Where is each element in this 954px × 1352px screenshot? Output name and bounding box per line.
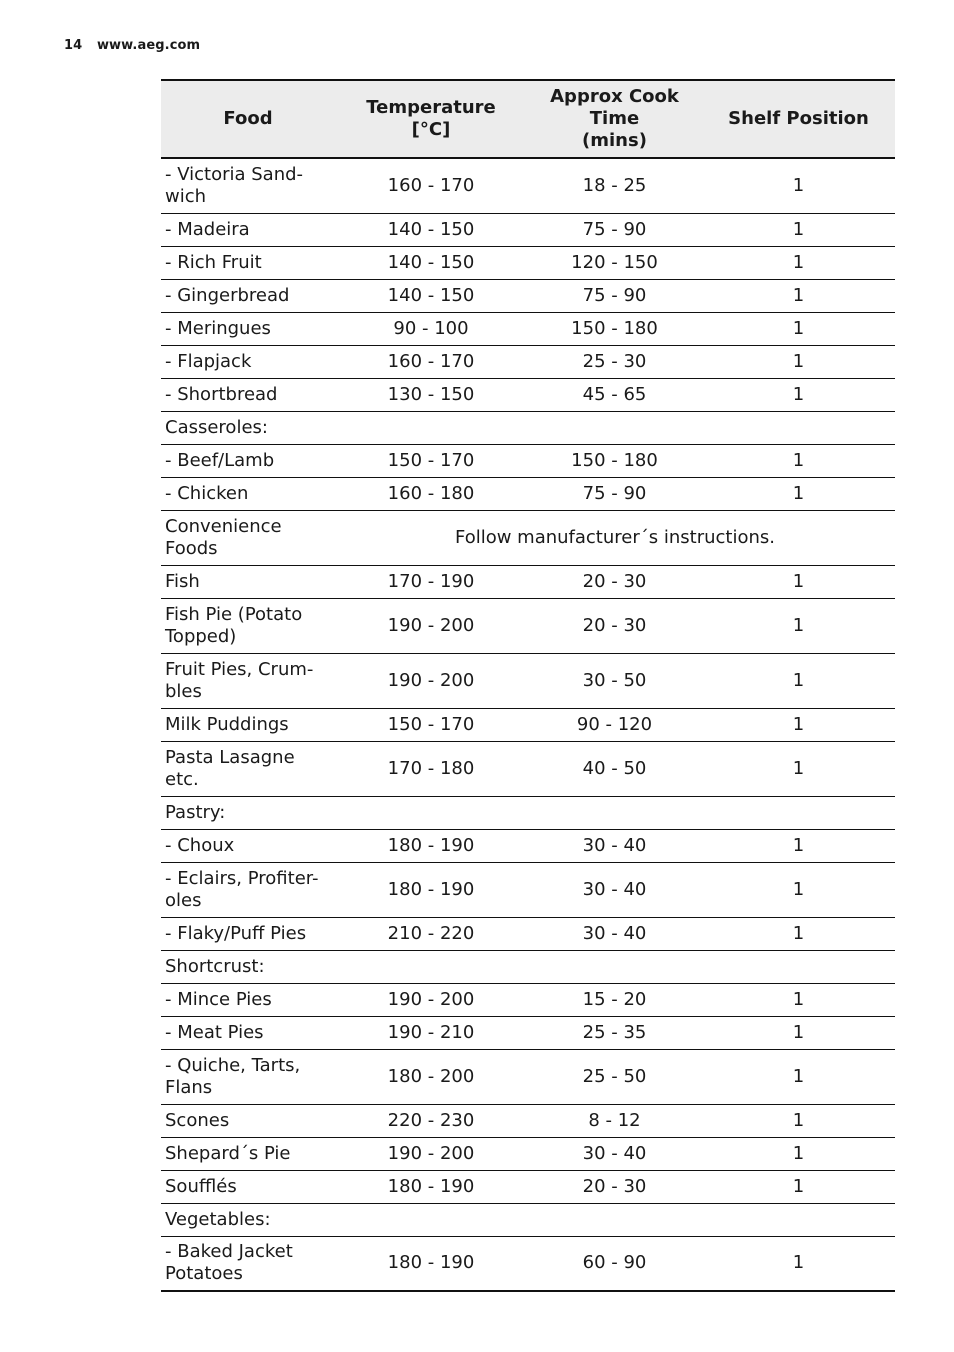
temperature-cell: 170 - 180 xyxy=(335,741,527,796)
temperature-cell: 220 - 230 xyxy=(335,1104,527,1137)
cook-time-cell: 120 - 150 xyxy=(527,246,702,279)
temperature-cell: 170 - 190 xyxy=(335,565,527,598)
temperature-cell: 180 - 190 xyxy=(335,862,527,917)
food-cell: - Beef/Lamb xyxy=(161,444,335,477)
shelf-position-cell: 1 xyxy=(702,741,895,796)
table-row xyxy=(161,653,895,708)
cook-time-cell: 30 - 50 xyxy=(527,653,702,708)
section-row xyxy=(161,796,895,829)
cook-time-cell: 20 - 30 xyxy=(527,598,702,653)
food-cell: Fish Pie (Potato Topped) xyxy=(161,598,335,653)
cook-time-cell: 15 - 20 xyxy=(527,983,702,1016)
temperature-cell: 190 - 200 xyxy=(335,598,527,653)
table-header xyxy=(161,80,895,158)
cook-time-cell: 30 - 40 xyxy=(527,829,702,862)
table-row xyxy=(161,510,895,565)
cook-time-cell: 75 - 90 xyxy=(527,477,702,510)
site-url: www.aeg.com xyxy=(96,38,201,53)
section-spacer xyxy=(335,796,895,829)
cook-time-cell: 25 - 35 xyxy=(527,1016,702,1049)
shelf-position-cell: 1 xyxy=(702,708,895,741)
temperature-cell: 130 - 150 xyxy=(335,378,527,411)
table-row xyxy=(161,565,895,598)
food-cell: - Mince Pies xyxy=(161,983,335,1016)
food-cell: - Meringues xyxy=(161,312,335,345)
table-row xyxy=(161,1104,895,1137)
table-row xyxy=(161,158,895,213)
section-label: Casseroles: xyxy=(161,411,335,444)
table-body xyxy=(161,158,895,1291)
shelf-position-cell: 1 xyxy=(702,983,895,1016)
section-spacer xyxy=(335,1203,895,1236)
section-spacer xyxy=(335,950,895,983)
temperature-cell: 90 - 100 xyxy=(335,312,527,345)
cook-time-cell: 8 - 12 xyxy=(527,1104,702,1137)
cook-time-cell: 90 - 120 xyxy=(527,708,702,741)
cook-time-cell: 60 - 90 xyxy=(527,1236,702,1291)
shelf-position-cell: 1 xyxy=(702,1137,895,1170)
temperature-cell: 160 - 170 xyxy=(335,345,527,378)
food-cell: Pasta Lasagne etc. xyxy=(161,741,335,796)
shelf-position-cell: 1 xyxy=(702,653,895,708)
food-cell: - Eclairs, Profiter- oles xyxy=(161,862,335,917)
temperature-cell: 210 - 220 xyxy=(335,917,527,950)
column-header-food: Food xyxy=(161,80,335,158)
temperature-cell: 160 - 180 xyxy=(335,477,527,510)
temperature-cell: 190 - 200 xyxy=(335,653,527,708)
shelf-position-cell: 1 xyxy=(702,378,895,411)
temperature-cell: 190 - 210 xyxy=(335,1016,527,1049)
table-row xyxy=(161,829,895,862)
table-row xyxy=(161,246,895,279)
cook-time-cell: 40 - 50 xyxy=(527,741,702,796)
cook-time-cell: 20 - 30 xyxy=(527,1170,702,1203)
temperature-cell: 140 - 150 xyxy=(335,246,527,279)
food-cell: - Flapjack xyxy=(161,345,335,378)
instruction-note: Follow manufacturer´s instructions. xyxy=(335,510,895,565)
column-header-cook-time: Approx Cook Time (mins) xyxy=(527,80,702,158)
table-row xyxy=(161,477,895,510)
shelf-position-cell: 1 xyxy=(702,1049,895,1104)
table-row xyxy=(161,598,895,653)
shelf-position-cell: 1 xyxy=(702,917,895,950)
food-cell: - Flaky/Puff Pies xyxy=(161,917,335,950)
shelf-position-cell: 1 xyxy=(702,345,895,378)
shelf-position-cell: 1 xyxy=(702,213,895,246)
shelf-position-cell: 1 xyxy=(702,477,895,510)
shelf-position-cell: 1 xyxy=(702,444,895,477)
food-cell: - Quiche, Tarts, Flans xyxy=(161,1049,335,1104)
table-row xyxy=(161,345,895,378)
food-cell: - Victoria Sand- wich xyxy=(161,158,335,213)
food-cell: - Choux xyxy=(161,829,335,862)
table-row xyxy=(161,1236,895,1291)
cook-time-cell: 75 - 90 xyxy=(527,279,702,312)
cooking-table xyxy=(161,79,895,1292)
shelf-position-cell: 1 xyxy=(702,279,895,312)
food-cell: Soufflés xyxy=(161,1170,335,1203)
food-cell: - Gingerbread xyxy=(161,279,335,312)
cook-time-cell: 150 - 180 xyxy=(527,312,702,345)
table-row xyxy=(161,1049,895,1104)
table-row xyxy=(161,312,895,345)
cook-time-cell: 30 - 40 xyxy=(527,917,702,950)
shelf-position-cell: 1 xyxy=(702,829,895,862)
temperature-cell: 190 - 200 xyxy=(335,983,527,1016)
shelf-position-cell: 1 xyxy=(702,246,895,279)
food-cell: Fruit Pies, Crum- bles xyxy=(161,653,335,708)
table-row xyxy=(161,444,895,477)
cook-time-cell: 150 - 180 xyxy=(527,444,702,477)
food-cell: - Rich Fruit xyxy=(161,246,335,279)
table-row xyxy=(161,917,895,950)
section-row xyxy=(161,411,895,444)
cook-time-cell: 75 - 90 xyxy=(527,213,702,246)
table-row xyxy=(161,708,895,741)
section-label: Pastry: xyxy=(161,796,335,829)
food-cell: Fish xyxy=(161,565,335,598)
table-row xyxy=(161,1016,895,1049)
temperature-cell: 190 - 200 xyxy=(335,1137,527,1170)
food-cell: - Baked Jacket Potatoes xyxy=(161,1236,335,1291)
cook-time-cell: 25 - 50 xyxy=(527,1049,702,1104)
food-cell: - Chicken xyxy=(161,477,335,510)
section-row xyxy=(161,1203,895,1236)
column-header-shelf-position: Shelf Position xyxy=(702,80,895,158)
shelf-position-cell: 1 xyxy=(702,158,895,213)
temperature-cell: 180 - 190 xyxy=(335,1236,527,1291)
temperature-cell: 180 - 190 xyxy=(335,829,527,862)
page-number: 14 xyxy=(64,38,83,53)
food-cell: Shepard´s Pie xyxy=(161,1137,335,1170)
temperature-cell: 180 - 190 xyxy=(335,1170,527,1203)
temperature-cell: 140 - 150 xyxy=(335,213,527,246)
cook-time-cell: 30 - 40 xyxy=(527,862,702,917)
food-cell: Convenience Foods xyxy=(161,510,335,565)
food-cell: - Shortbread xyxy=(161,378,335,411)
food-cell: - Madeira xyxy=(161,213,335,246)
table-row xyxy=(161,983,895,1016)
cook-time-cell: 30 - 40 xyxy=(527,1137,702,1170)
cook-time-cell: 20 - 30 xyxy=(527,565,702,598)
cook-time-cell: 25 - 30 xyxy=(527,345,702,378)
table-row xyxy=(161,1170,895,1203)
shelf-position-cell: 1 xyxy=(702,1170,895,1203)
shelf-position-cell: 1 xyxy=(702,565,895,598)
temperature-cell: 180 - 200 xyxy=(335,1049,527,1104)
table-row xyxy=(161,1137,895,1170)
shelf-position-cell: 1 xyxy=(702,1236,895,1291)
shelf-position-cell: 1 xyxy=(702,862,895,917)
temperature-cell: 160 - 170 xyxy=(335,158,527,213)
section-label: Shortcrust: xyxy=(161,950,335,983)
column-header-temperature: Temperature [°C] xyxy=(335,80,527,158)
table-row xyxy=(161,862,895,917)
section-row xyxy=(161,950,895,983)
temperature-cell: 150 - 170 xyxy=(335,444,527,477)
temperature-cell: 150 - 170 xyxy=(335,708,527,741)
food-cell: - Meat Pies xyxy=(161,1016,335,1049)
cook-time-cell: 18 - 25 xyxy=(527,158,702,213)
cook-time-cell: 45 - 65 xyxy=(527,378,702,411)
shelf-position-cell: 1 xyxy=(702,1016,895,1049)
page-header xyxy=(64,38,200,53)
temperature-cell: 140 - 150 xyxy=(335,279,527,312)
table-row xyxy=(161,279,895,312)
food-cell: Milk Puddings xyxy=(161,708,335,741)
table-row xyxy=(161,741,895,796)
table-row xyxy=(161,378,895,411)
section-label: Vegetables: xyxy=(161,1203,335,1236)
food-cell: Scones xyxy=(161,1104,335,1137)
table-row xyxy=(161,213,895,246)
shelf-position-cell: 1 xyxy=(702,598,895,653)
section-spacer xyxy=(335,411,895,444)
shelf-position-cell: 1 xyxy=(702,312,895,345)
shelf-position-cell: 1 xyxy=(702,1104,895,1137)
